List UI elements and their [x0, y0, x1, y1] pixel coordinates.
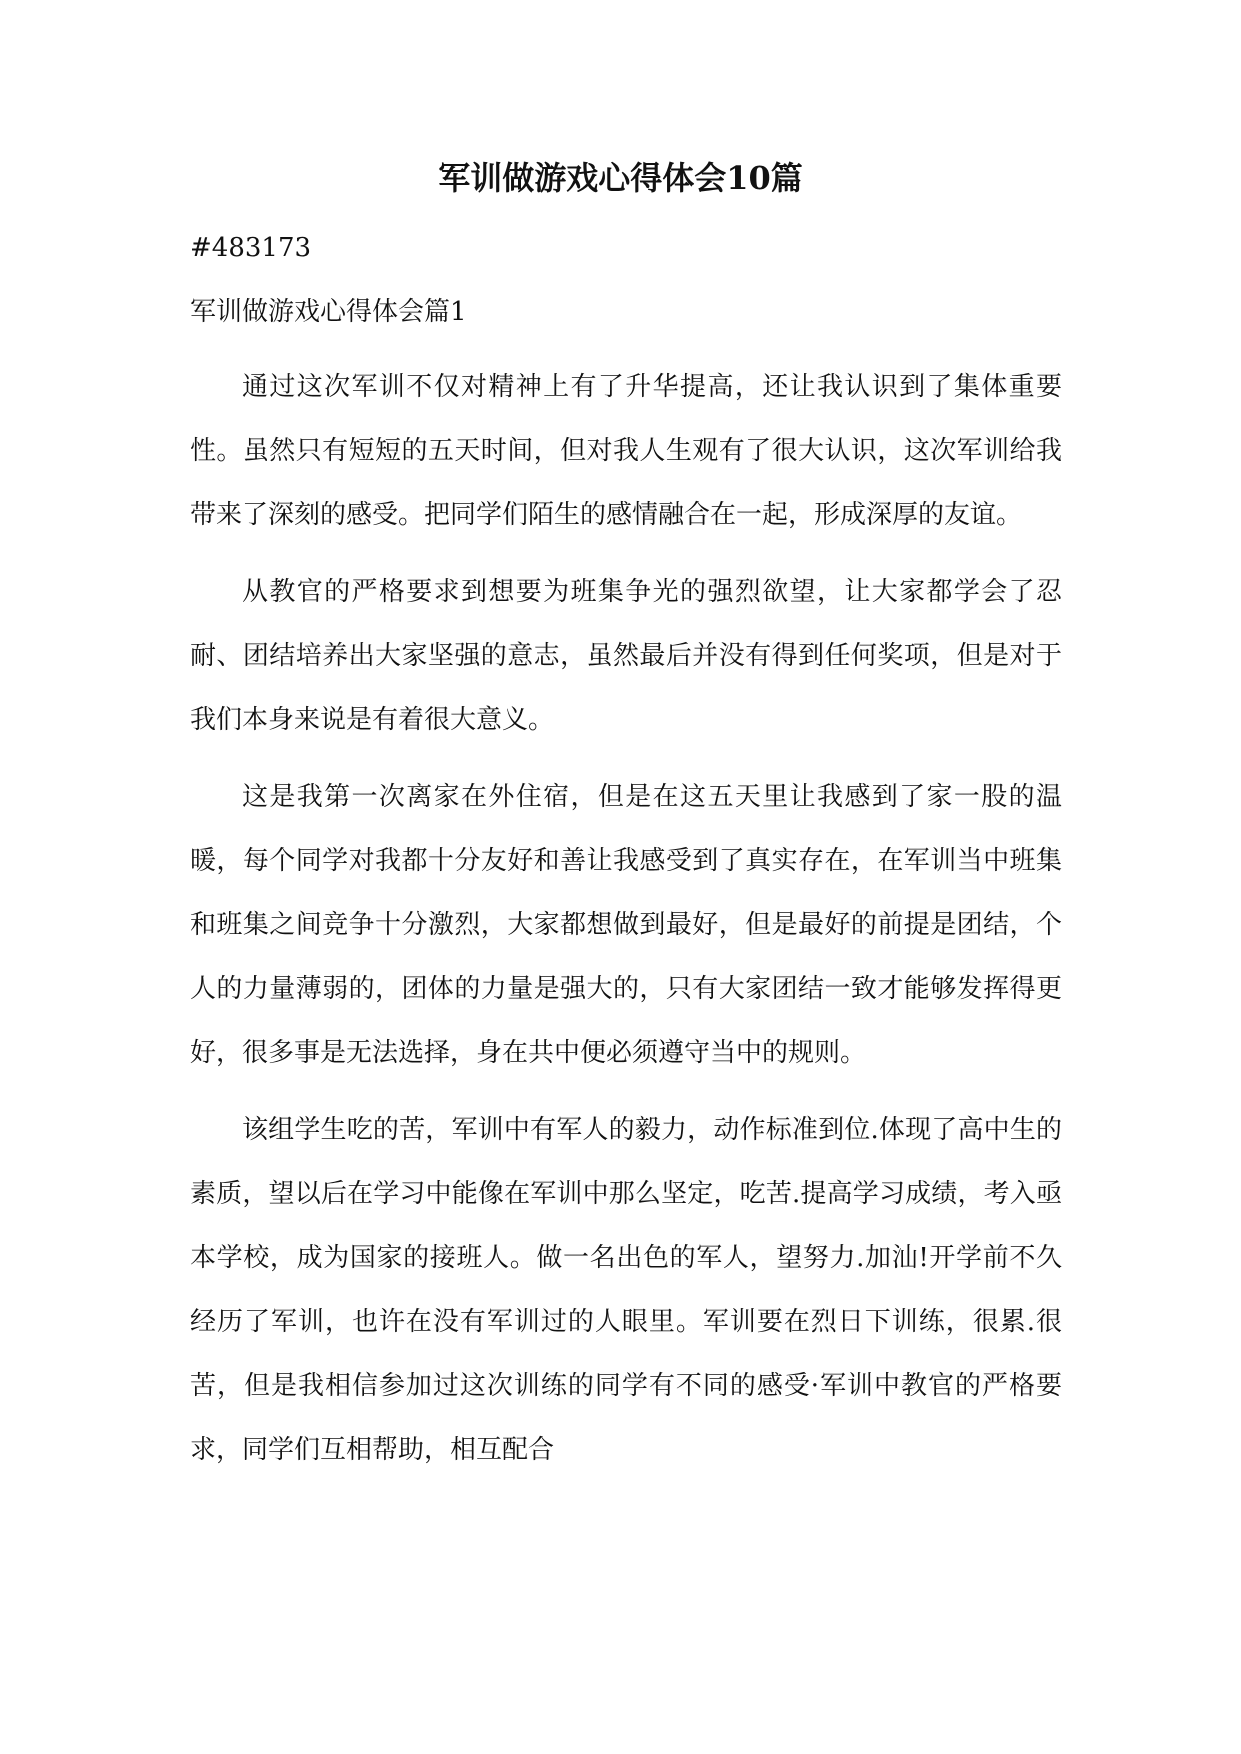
document-title: 军训做游戏心得体会10篇: [438, 159, 803, 197]
paragraph-2: 从教官的严格要求到想要为班集争光的强烈欲望，让大家都学会了忍耐、团结培养出大家坚强的意志，虽然最后并没有得到任何奖项，但是对于我们本身来说是有着很大意义。: [190, 577, 1062, 735]
paragraph-4: 该组学生吃的苦，军训中有军人的毅力，动作标准到位.体现了高中生的素质，望以后在学习中能像在军训中那么坚定，吃苦.提高学习成绩，考入亟本学校，成为国家的接班人。做一名出色的军人，望努力.加汕!开学前不久经历了军训，也许在没有军训过的人眼里。军训要在烈日下训练，很累.很苦，但是我相信参加过这次训练的同学有不同的感受·军训中教官的严格要求，同学们互相帮助，相互配合: [190, 1115, 1062, 1465]
paragraph-3: 这是我第一次离家在外住宿，但是在这五天里让我感到了家一股的温暖，每个同学对我都十分友好和善让我感受到了真实存在，在军训当中班集和班集之间竞争十分激烈，大家都想做到最好，但是最好的前提是团结，个人的力量薄弱的，团体的力量是强大的，只有大家团结一致才能够发挥得更好，很多事是无法选择，身在共中便必须遵守当中的规则。: [190, 782, 1062, 1068]
document-id: #483173: [190, 233, 312, 263]
document-body: [190, 355, 1062, 1495]
paragraph-1: 通过这次军训不仅对精神上有了升华提高，还让我认识到了集体重要性。虽然只有短短的五天时间，但对我人生观有了很大认识，这次军训给我带来了深刻的感受。把同学们陌生的感情融合在一起，形成深厚的友谊。: [190, 372, 1062, 530]
section-heading: 军训做游戏心得体会篇1: [190, 297, 467, 327]
